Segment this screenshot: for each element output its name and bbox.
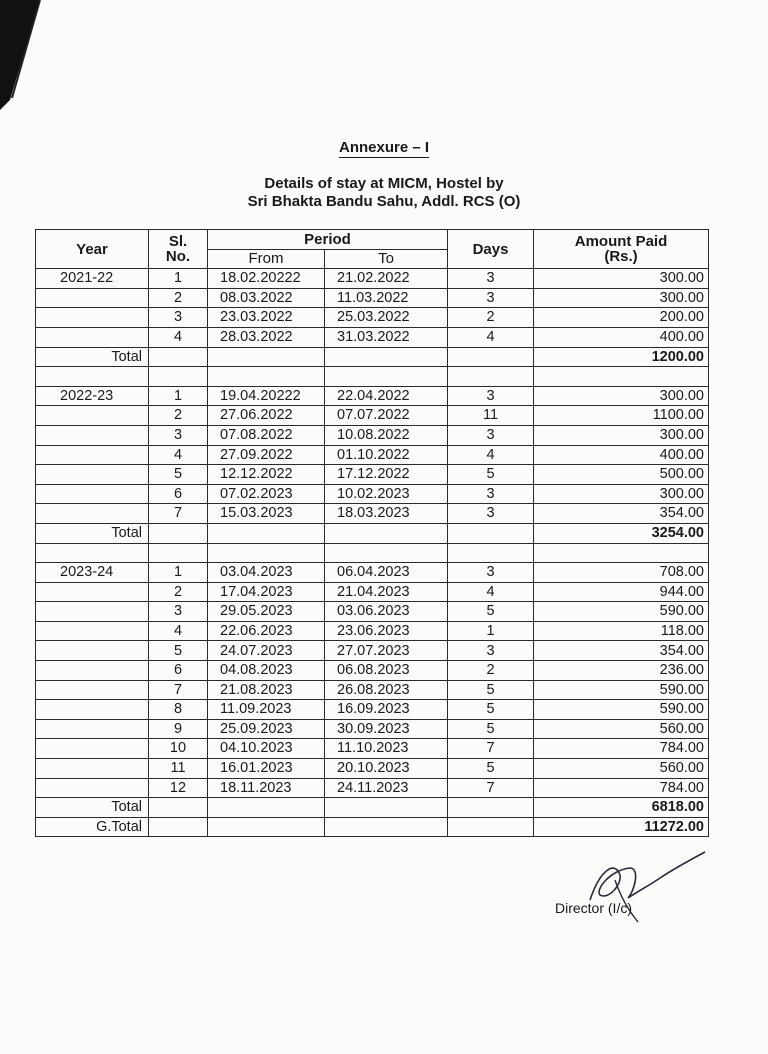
year-cell <box>36 602 149 622</box>
from-date-cell: 16.01.2023 <box>208 759 325 779</box>
to-date-cell: 03.06.2023 <box>325 602 448 622</box>
header-to: To <box>325 249 448 269</box>
from-date-cell: 15.03.2023 <box>208 504 325 524</box>
document-subtitle-line2: Sri Bhakta Bandu Sahu, Addl. RCS (O) <box>247 193 521 210</box>
empty-cell <box>208 543 325 563</box>
sl-no-cell: 12 <box>149 778 208 798</box>
to-date-cell: 06.08.2023 <box>325 661 448 681</box>
from-date-cell: 07.08.2022 <box>208 425 325 445</box>
table-body <box>36 269 709 837</box>
total-label: Total <box>36 347 149 367</box>
from-date-cell: 25.09.2023 <box>208 719 325 739</box>
header-year: Year <box>36 230 149 269</box>
to-date-cell: 10.08.2022 <box>325 425 448 445</box>
empty-cell <box>149 798 208 818</box>
empty-cell <box>325 347 448 367</box>
spacer-row <box>36 543 709 563</box>
from-date-cell: 08.03.2022 <box>208 288 325 308</box>
header-amount-paid: Amount Paid (Rs.) <box>534 230 709 269</box>
sl-no-cell: 3 <box>149 308 208 328</box>
from-date-cell: 11.09.2023 <box>208 700 325 720</box>
amount-cell: 300.00 <box>534 425 709 445</box>
days-cell: 3 <box>448 563 534 583</box>
year-cell <box>36 465 149 485</box>
total-label: Total <box>36 523 149 543</box>
year-cell <box>36 425 149 445</box>
from-date-cell: 27.06.2022 <box>208 406 325 426</box>
grand-total-label: G.Total <box>36 817 149 837</box>
director-signature <box>560 840 710 930</box>
sl-no-cell: 7 <box>149 680 208 700</box>
sl-no-cell: 8 <box>149 700 208 720</box>
from-date-cell: 27.09.2022 <box>208 445 325 465</box>
table-row <box>36 759 709 779</box>
year-cell <box>36 621 149 641</box>
amount-cell: 590.00 <box>534 700 709 720</box>
year-cell <box>36 719 149 739</box>
table-row <box>36 641 709 661</box>
amount-cell: 560.00 <box>534 719 709 739</box>
amount-cell: 236.00 <box>534 661 709 681</box>
from-date-cell: 12.12.2022 <box>208 465 325 485</box>
to-date-cell: 21.02.2022 <box>325 269 448 289</box>
year-cell: 2022-23 <box>36 386 149 406</box>
signature-label: Director (I/c) <box>555 900 632 916</box>
table-row <box>36 484 709 504</box>
sl-no-cell: 10 <box>149 739 208 759</box>
table-row <box>36 778 709 798</box>
from-date-cell: 03.04.2023 <box>208 563 325 583</box>
header-period: Period <box>208 230 448 250</box>
days-cell: 2 <box>448 308 534 328</box>
amount-cell: 300.00 <box>534 269 709 289</box>
to-date-cell: 20.10.2023 <box>325 759 448 779</box>
days-cell: 7 <box>448 778 534 798</box>
empty-cell <box>448 367 534 387</box>
sl-no-cell: 9 <box>149 719 208 739</box>
sl-no-cell: 5 <box>149 465 208 485</box>
empty-cell <box>325 817 448 837</box>
amount-cell: 300.00 <box>534 484 709 504</box>
days-cell: 3 <box>448 484 534 504</box>
table-row <box>36 504 709 524</box>
year-cell <box>36 680 149 700</box>
table-row <box>36 563 709 583</box>
to-date-cell: 11.03.2022 <box>325 288 448 308</box>
to-date-cell: 25.03.2022 <box>325 308 448 328</box>
year-cell <box>36 778 149 798</box>
empty-cell <box>208 798 325 818</box>
days-cell: 11 <box>448 406 534 426</box>
to-date-cell: 31.03.2022 <box>325 327 448 347</box>
year-cell <box>36 327 149 347</box>
from-date-cell: 22.06.2023 <box>208 621 325 641</box>
days-cell: 5 <box>448 602 534 622</box>
year-cell: 2021-22 <box>36 269 149 289</box>
from-date-cell: 23.03.2022 <box>208 308 325 328</box>
empty-cell <box>448 817 534 837</box>
from-date-cell: 18.02.20222 <box>208 269 325 289</box>
empty-cell <box>325 798 448 818</box>
empty-cell <box>448 347 534 367</box>
year-cell <box>36 406 149 426</box>
from-date-cell: 19.04.20222 <box>208 386 325 406</box>
table-row <box>36 327 709 347</box>
sl-no-cell: 2 <box>149 582 208 602</box>
from-date-cell: 18.11.2023 <box>208 778 325 798</box>
empty-cell <box>534 543 709 563</box>
sl-no-cell: 3 <box>149 425 208 445</box>
year-cell: 2023-24 <box>36 563 149 583</box>
year-cell <box>36 739 149 759</box>
year-cell <box>36 661 149 681</box>
days-cell: 3 <box>448 641 534 661</box>
year-cell <box>36 445 149 465</box>
to-date-cell: 21.04.2023 <box>325 582 448 602</box>
header-sl-no: Sl. No. <box>149 230 208 269</box>
amount-cell: 300.00 <box>534 386 709 406</box>
total-row <box>36 523 709 543</box>
year-cell <box>36 308 149 328</box>
amount-cell: 944.00 <box>534 582 709 602</box>
empty-cell <box>149 817 208 837</box>
total-row <box>36 347 709 367</box>
to-date-cell: 30.09.2023 <box>325 719 448 739</box>
table-row <box>36 621 709 641</box>
empty-cell <box>149 523 208 543</box>
days-cell: 5 <box>448 680 534 700</box>
document-subtitle-line1: Details of stay at MICM, Hostel by <box>264 175 504 192</box>
days-cell: 3 <box>448 386 534 406</box>
sl-no-cell: 2 <box>149 406 208 426</box>
table-row <box>36 288 709 308</box>
sl-no-cell: 1 <box>149 269 208 289</box>
sl-no-cell: 5 <box>149 641 208 661</box>
days-cell: 2 <box>448 661 534 681</box>
to-date-cell: 06.04.2023 <box>325 563 448 583</box>
annexure-title <box>0 139 768 156</box>
days-cell: 3 <box>448 288 534 308</box>
amount-cell: 708.00 <box>534 563 709 583</box>
sl-no-cell: 2 <box>149 288 208 308</box>
year-cell <box>36 641 149 661</box>
to-date-cell: 24.11.2023 <box>325 778 448 798</box>
from-date-cell: 04.10.2023 <box>208 739 325 759</box>
table-row <box>36 661 709 681</box>
empty-cell <box>208 523 325 543</box>
days-cell: 4 <box>448 582 534 602</box>
to-date-cell: 10.02.2023 <box>325 484 448 504</box>
sl-no-cell: 6 <box>149 661 208 681</box>
from-date-cell: 28.03.2022 <box>208 327 325 347</box>
table-row <box>36 386 709 406</box>
table-header <box>36 230 709 269</box>
sl-no-cell: 11 <box>149 759 208 779</box>
days-cell: 3 <box>448 504 534 524</box>
from-date-cell: 29.05.2023 <box>208 602 325 622</box>
year-cell <box>36 288 149 308</box>
table-row <box>36 445 709 465</box>
to-date-cell: 16.09.2023 <box>325 700 448 720</box>
days-cell: 5 <box>448 700 534 720</box>
year-cell <box>36 484 149 504</box>
sl-no-cell: 6 <box>149 484 208 504</box>
empty-cell <box>208 367 325 387</box>
year-cell <box>36 700 149 720</box>
grand-total-row <box>36 817 709 837</box>
table-row <box>36 680 709 700</box>
from-date-cell: 04.08.2023 <box>208 661 325 681</box>
to-date-cell: 23.06.2023 <box>325 621 448 641</box>
empty-cell <box>149 347 208 367</box>
to-date-cell: 26.08.2023 <box>325 680 448 700</box>
table-row <box>36 269 709 289</box>
amount-cell: 200.00 <box>534 308 709 328</box>
table-row <box>36 719 709 739</box>
to-date-cell: 18.03.2023 <box>325 504 448 524</box>
empty-cell <box>149 543 208 563</box>
amount-cell: 354.00 <box>534 504 709 524</box>
amount-cell: 300.00 <box>534 288 709 308</box>
table-row <box>36 700 709 720</box>
from-date-cell: 17.04.2023 <box>208 582 325 602</box>
year-cell <box>36 582 149 602</box>
sl-no-cell: 7 <box>149 504 208 524</box>
days-cell: 5 <box>448 759 534 779</box>
days-cell: 1 <box>448 621 534 641</box>
to-date-cell: 17.12.2022 <box>325 465 448 485</box>
spacer-row <box>36 367 709 387</box>
amount-cell: 118.00 <box>534 621 709 641</box>
amount-cell: 590.00 <box>534 680 709 700</box>
amount-cell: 784.00 <box>534 778 709 798</box>
empty-cell <box>448 523 534 543</box>
header-days: Days <box>448 230 534 269</box>
empty-cell <box>36 367 149 387</box>
total-row <box>36 798 709 818</box>
amount-cell: 784.00 <box>534 739 709 759</box>
amount-cell: 560.00 <box>534 759 709 779</box>
table-row <box>36 602 709 622</box>
table-row <box>36 465 709 485</box>
total-amount: 6818.00 <box>534 798 709 818</box>
sl-no-cell: 4 <box>149 327 208 347</box>
days-cell: 3 <box>448 425 534 445</box>
from-date-cell: 24.07.2023 <box>208 641 325 661</box>
sl-no-cell: 4 <box>149 445 208 465</box>
to-date-cell: 07.07.2022 <box>325 406 448 426</box>
amount-cell: 354.00 <box>534 641 709 661</box>
days-cell: 3 <box>448 269 534 289</box>
year-cell <box>36 504 149 524</box>
total-amount: 1200.00 <box>534 347 709 367</box>
total-amount: 3254.00 <box>534 523 709 543</box>
table-row <box>36 406 709 426</box>
empty-cell <box>325 367 448 387</box>
empty-cell <box>208 347 325 367</box>
amount-cell: 590.00 <box>534 602 709 622</box>
amount-cell: 500.00 <box>534 465 709 485</box>
total-label: Total <box>36 798 149 818</box>
grand-total-amount: 11272.00 <box>534 817 709 837</box>
annexure-title-text: Annexure – I <box>338 139 430 156</box>
empty-cell <box>325 523 448 543</box>
header-row-1 <box>36 230 709 250</box>
to-date-cell: 01.10.2022 <box>325 445 448 465</box>
empty-cell <box>448 798 534 818</box>
sl-no-cell: 1 <box>149 563 208 583</box>
year-cell <box>36 759 149 779</box>
stay-details-table <box>35 229 709 837</box>
empty-cell <box>208 817 325 837</box>
to-date-cell: 22.04.2022 <box>325 386 448 406</box>
days-cell: 4 <box>448 327 534 347</box>
from-date-cell: 21.08.2023 <box>208 680 325 700</box>
from-date-cell: 07.02.2023 <box>208 484 325 504</box>
sl-no-cell: 4 <box>149 621 208 641</box>
sl-no-cell: 1 <box>149 386 208 406</box>
to-date-cell: 11.10.2023 <box>325 739 448 759</box>
empty-cell <box>325 543 448 563</box>
amount-cell: 400.00 <box>534 445 709 465</box>
sl-no-cell: 3 <box>149 602 208 622</box>
table-row <box>36 425 709 445</box>
table-row <box>36 308 709 328</box>
table-row <box>36 739 709 759</box>
days-cell: 4 <box>448 445 534 465</box>
empty-cell <box>36 543 149 563</box>
amount-cell: 400.00 <box>534 327 709 347</box>
days-cell: 7 <box>448 739 534 759</box>
empty-cell <box>149 367 208 387</box>
days-cell: 5 <box>448 465 534 485</box>
amount-cell: 1100.00 <box>534 406 709 426</box>
table-row <box>36 582 709 602</box>
empty-cell <box>534 367 709 387</box>
days-cell: 5 <box>448 719 534 739</box>
header-from: From <box>208 249 325 269</box>
empty-cell <box>448 543 534 563</box>
to-date-cell: 27.07.2023 <box>325 641 448 661</box>
